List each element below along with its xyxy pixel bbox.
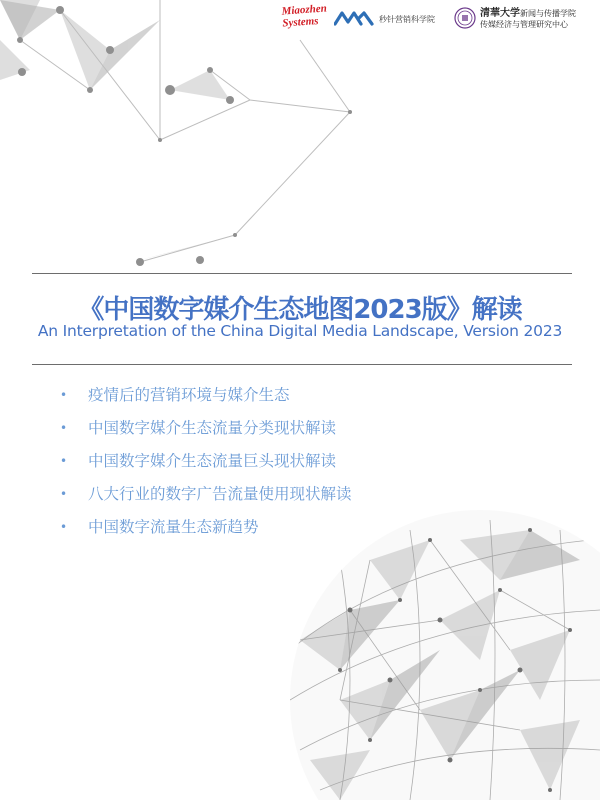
- agenda-item-text: 疫情后的营销环境与媒介生态: [88, 386, 290, 404]
- top-rule: [32, 273, 572, 274]
- globe-network-decoration: [280, 500, 600, 800]
- network-decoration: [0, 0, 360, 280]
- tsinghua-line1: 新闻与传播学院: [520, 9, 576, 18]
- bullet-icon: •: [60, 388, 68, 402]
- bottom-rule: [32, 364, 572, 365]
- agenda-item: [60, 418, 352, 451]
- marketing-school-name: 秒针营销科学院: [379, 15, 435, 24]
- agenda-item: [60, 385, 352, 418]
- tsinghua-name: 清華大学: [480, 8, 520, 19]
- title-english: An Interpretation of the China Digital Media Landscape, Version 2023: [37, 322, 563, 340]
- agenda-item-text: 八大行业的数字广告流量使用现状解读: [88, 485, 352, 503]
- logo-bar: [282, 2, 592, 36]
- bullet-icon: •: [60, 454, 68, 468]
- tsinghua-logo-text: [480, 8, 576, 30]
- agenda-item-text: 中国数字媒介生态流量巨头现状解读: [88, 452, 337, 470]
- tsinghua-line2: 传媒经济与管理研究中心: [480, 20, 568, 29]
- agenda-item-text: 中国数字媒介生态流量分类现状解读: [88, 419, 337, 437]
- miaozhen-logo: Miaozhen Systems: [281, 2, 328, 30]
- title-chinese: 《中国数字媒介生态地图2023版》解读: [78, 295, 522, 325]
- agenda-item-text: 中国数字流量生态新趋势: [88, 518, 259, 536]
- bullet-icon: •: [60, 487, 68, 501]
- agenda-item: [60, 451, 352, 484]
- mv-logo-icon: [334, 10, 374, 26]
- bullet-icon: •: [60, 520, 68, 534]
- bullet-icon: •: [60, 421, 68, 435]
- tsinghua-seal-icon: [454, 7, 476, 29]
